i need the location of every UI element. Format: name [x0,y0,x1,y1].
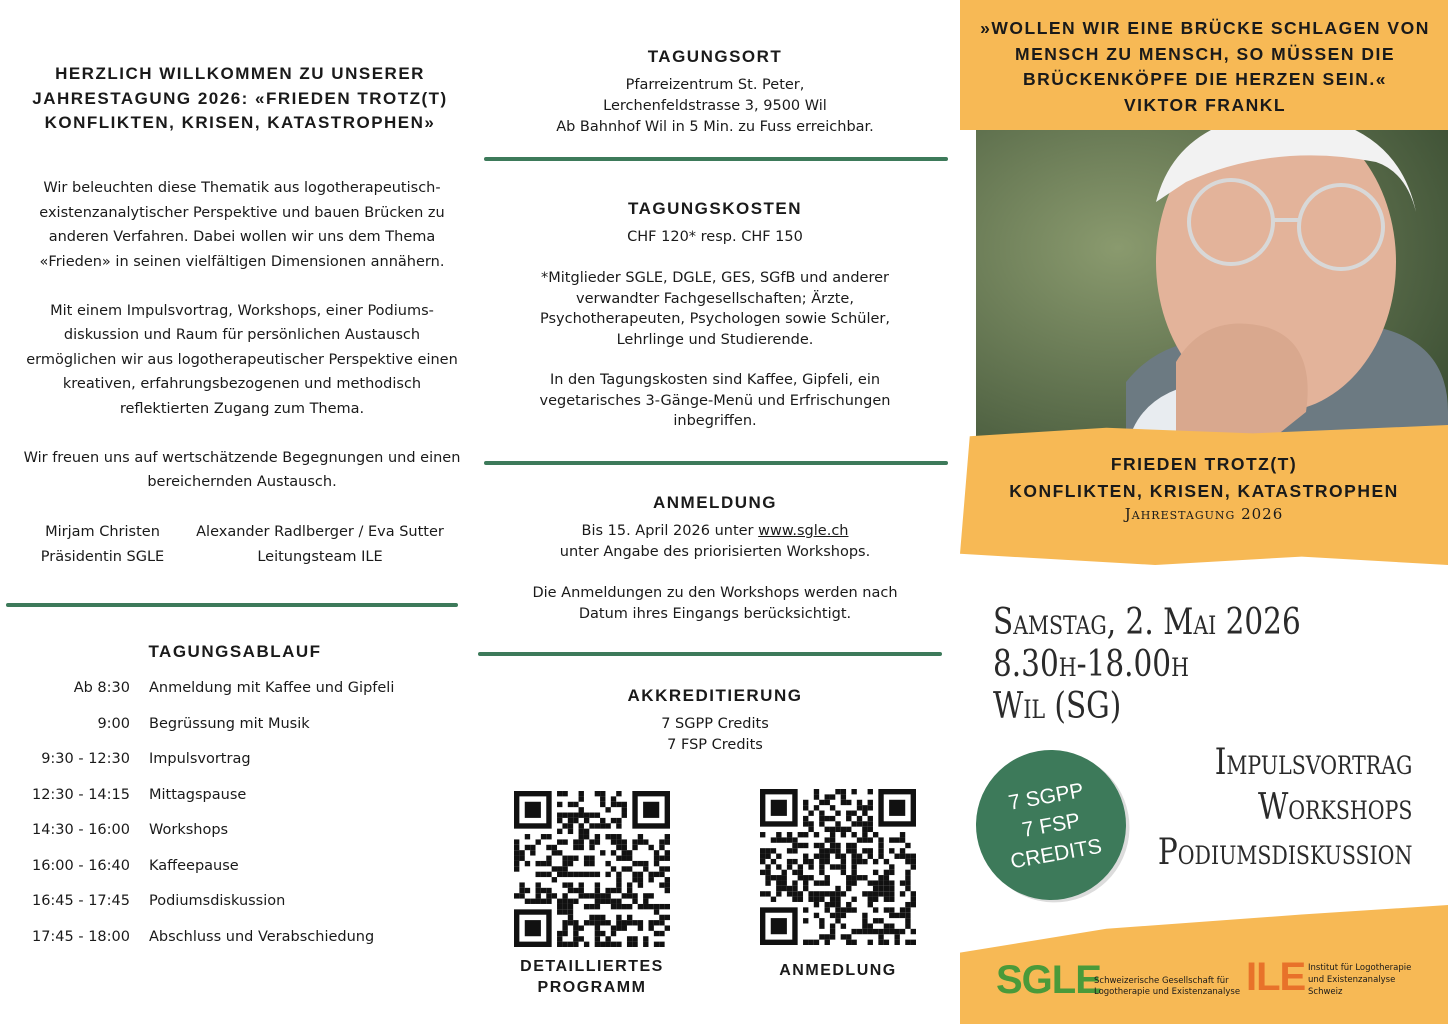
schedule-time: 14:30 - 16:00 [31,822,130,838]
sgle-logo-text [1094,976,1240,998]
schedule-item: Kaffeepause [149,857,239,874]
registration-note: Die Anmeldungen zu den Workshops werden nach Datum ihres Eingangs berücksichtigt. [532,585,898,622]
registration-qr-code[interactable] [760,789,916,945]
signature-1-role: Präsidentin SGLE [40,548,165,565]
registration-link[interactable]: www.sgle.ch [758,523,849,539]
welcome-title: HERZLICH WILLKOMMEN ZU UNSERER JAHRESTAGUNG 2026: «FRIEDEN TROTZ(T) KONFLIKTEN, KRISEN, KATASTROPHEN» [32,64,448,132]
schedule-time: 16:45 - 17:45 [31,893,130,909]
schedule-item: Podiumsdiskussion [149,893,286,909]
schedule-title: TAGUNGSABLAUF [148,642,322,661]
schedule-time: 17:45 - 18:00 [31,928,130,945]
signature-2-role: Leitungsteam ILE [257,548,383,565]
quote-text: »WOLLEN WIR EINE BRÜCKE SCHLAGEN VON MENSCH ZU MENSCH, SO MÜSSEN DIE BRÜCKENKÖPFE DIE HERZEN SEIN.« [980,18,1430,89]
registration-line-1 [470,521,960,542]
middle-panel [470,0,960,1024]
schedule-row [0,751,470,786]
credits-badge [964,738,1138,912]
schedule-row [0,716,470,751]
venue-title: TAGUNGSORT [647,47,783,66]
schedule-item: Mittagspause [149,786,247,803]
costs-note: *Mitglieder SGLE, DGLE, GES, SGfB und anderer verwandter Fachgesellschaften; Ärzte, Psychotherapeuten, Psychologen sowie Schüler, Lehrlinge und Studierende. [539,270,891,348]
viktor-frankl-photo [976,112,1448,452]
schedule-row [0,787,470,822]
badge-line-3: CREDITS [1008,834,1104,873]
quote-author: VIKTOR FRANKL [1123,94,1287,115]
left-panel [0,0,470,1024]
schedule-time: 9:00 [97,715,130,732]
schedule-time: Ab 8:30 [73,680,130,696]
venue-line-3: Ab Bahnhof Wil in 5 Min. zu Fuss erreichbar. [556,119,874,135]
schedule-time: 9:30 - 12:30 [41,751,130,767]
costs-title: TAGUNGSKOSTEN [627,199,803,218]
schedule-row [0,893,470,928]
format-1: Impulsvortrag [1214,742,1412,783]
sgle-logo: SGLE [996,958,1101,1002]
welcome-paragraph-2: Mit einem Impulsvortrag, Workshops, einer Podiums-diskussion und Raum für persönlichen Austausch ermöglichen wir aus logotherapeutischer Perspektive einen kreativen, erfahrungsbezogenen und methodisch reflektierten Zugang zum Thema. [26,302,458,417]
event-formats [1157,740,1412,875]
schedule-item: Begrüssung mit Musik [149,715,310,732]
signature-1 [30,520,175,569]
sgle-text-line-1: Schweizerische Gesellschaft für [1094,976,1229,986]
divider [478,652,942,656]
registration-title: ANMELDUNG [653,493,777,512]
schedule-item: Impulsvortrag [149,751,251,767]
schedule-item: Abschluss und Verabschiedung [149,928,375,945]
accreditation-line-1: 7 SGPP Credits [661,716,769,732]
cover-title [960,451,1448,505]
signature-1-name: Mirjam Christen [45,524,160,540]
badge-line-2: 7 FSP [1020,808,1082,842]
event-time: 8.30h-18.00h [993,644,1189,685]
welcome-paragraph-1: Wir beleuchten diese Thematik aus logotherapeutisch-existenzanalytischer Perspektive und bauen Brücken zu anderen Verfahren. Dabei wollen wir uns dem Thema «Frieden» in seinen vielfältigen Dimensionen annähern. [39,180,445,270]
cover-panel [960,0,1448,1024]
schedule-row [0,822,470,857]
accreditation-title: AKKREDITIERUNG [627,686,803,705]
signature-2 [190,520,450,569]
schedule-item: Workshops [149,822,229,838]
schedule-row [0,929,470,964]
accreditation-line-2: 7 FSP Credits [667,736,763,753]
event-date: Samstag, 2. Mai 2026 [993,602,1301,643]
costs-price: CHF 120* resp. CHF 150 [627,229,803,245]
welcome-paragraph-3: Wir freuen uns auf wertschätzende Begegnungen und einen bereichernden Austausch. [23,449,461,490]
welcome-body [22,176,462,519]
ile-logo: ILE [1246,955,1306,999]
event-details [993,602,1301,728]
schedule-time: 16:00 - 16:40 [31,857,130,874]
cover-title-line-2: KONFLIKTEN, KRISEN, KATASTROPHEN [1009,481,1399,501]
ile-logo-text [1308,962,1411,998]
costs-section [470,199,960,432]
registration-qr-label: ANMEDLUNG [779,962,897,979]
registration-line-2: unter Angabe des priorisierten Workshops. [559,544,871,560]
divider [484,461,948,465]
schedule-item: Anmeldung mit Kaffee und Gipfeli [149,680,395,696]
divider [6,603,458,607]
registration-section [470,493,960,625]
event-place: Wil (SG) [993,686,1122,727]
divider [484,157,948,161]
accreditation-section [470,686,960,755]
quote [970,16,1440,118]
format-3: Podiumsdiskussion [1157,832,1412,873]
sgle-text-line-2: Logotherapie und Existenzanalyse [1094,987,1241,997]
ile-text-line-3: Schweiz [1308,987,1343,997]
program-qr-label: DETAILLIERTES PROGRAMM [520,958,664,996]
cover-title-line-1: FRIEDEN TROTZ(T) [1110,454,1298,474]
schedule-row [0,858,470,893]
cover-subtitle: Jahrestagung 2026 [1124,505,1284,523]
venue-line-1: Pfarreizentrum St. Peter, [625,77,805,93]
schedule-row [0,680,470,715]
ile-text-line-2: und Existenzanalyse [1308,975,1396,985]
ile-text-line-1: Institut für Logotherapie [1308,963,1412,973]
venue-section [470,47,960,138]
schedule-time: 12:30 - 14:15 [31,786,130,803]
venue-line-2: Lerchenfeldstrasse 3, 9500 Wil [603,98,827,114]
program-qr-code[interactable] [514,791,670,947]
registration-prefix: Bis 15. April 2026 unter [581,523,759,539]
badge-line-1: 7 SGPP [1006,778,1086,815]
costs-included: In den Tagungskosten sind Kaffee, Gipfeli, ein vegetarisches 3-Gänge-Menü und Erfrischungen inbegriffen. [539,372,891,429]
signature-2-name: Alexander Radlberger / Eva Sutter [196,524,444,540]
format-2: Workshops [1257,787,1412,828]
